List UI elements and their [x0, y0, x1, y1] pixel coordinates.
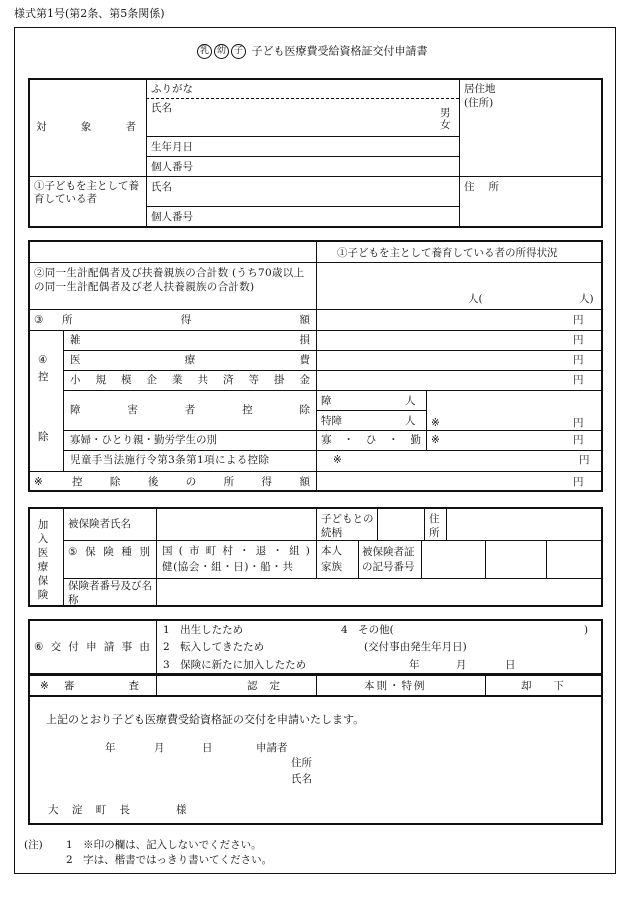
review-shinsa: 審査	[64, 680, 193, 692]
kome-2: ※	[431, 434, 440, 446]
insurance-type-opts1[interactable]: 国 ( 市 町 村 ・ 退 ・ 組 )	[162, 545, 310, 557]
row-jidouteate: 児童手当法施行令第3条第1項による控除	[70, 454, 270, 466]
row-shoukibo: 小 規 模 企 業 共 済 等 掛 金	[70, 374, 310, 386]
sex-male[interactable]: 男	[440, 107, 451, 119]
relation-label: 子どもとの続柄	[321, 513, 374, 539]
tokushogai-label: 特障	[321, 415, 342, 427]
occur-year: 年	[409, 659, 420, 671]
income-yen: 円	[573, 314, 584, 326]
guardian-address-label: 住所	[464, 181, 513, 193]
applicant-address-label: 住所	[291, 757, 312, 769]
apply-year: 年	[105, 742, 116, 754]
form-code: 様式第1号(第2条、第5条関係)	[14, 7, 165, 20]
occur-date-label: (交付事由発生年月日)	[364, 641, 467, 653]
occur-day: 日	[505, 659, 516, 671]
guardian-mynumber-label: 個人番号	[151, 211, 193, 223]
row-zatsuson: 雑 損	[70, 334, 310, 346]
yen-5: 円	[573, 434, 584, 446]
yen-6: 円	[579, 454, 590, 466]
reason-movein[interactable]: 2 転入してきたため	[163, 641, 265, 653]
child-name-field[interactable]	[151, 100, 451, 132]
yen-1: 円	[573, 334, 584, 346]
application-statement: 上記のとおり子ども医療費受給資格証の交付を申請いたします。	[46, 713, 365, 726]
income-header: ①子どもを主として養育している者の所得状況	[337, 247, 558, 259]
dependents-count-left: 人(	[468, 293, 483, 305]
insured-name-label: 被保険者氏名	[68, 518, 131, 530]
kafu-options: 寡 ・ ひ ・ 勤	[321, 434, 421, 446]
tokushogai-nin: 人	[405, 415, 416, 427]
review-honsoku: 本則・特例	[364, 680, 427, 692]
guardian-label: ①子どもを主として養育している者	[34, 180, 139, 205]
furigana-label: ふりがな	[151, 83, 193, 95]
row-iryouhi: 医 療 費	[70, 354, 310, 366]
income-no: ③	[34, 314, 44, 326]
applicant-name-field[interactable]	[318, 772, 588, 786]
notes-label: (注)	[24, 839, 43, 851]
subject-label: 対 象 者	[36, 121, 136, 133]
kome-3: ※	[333, 454, 342, 466]
reason-insurance[interactable]: 3 保険に新たに加入したため	[163, 659, 307, 671]
sex-female[interactable]: 女	[440, 119, 451, 131]
reason-other[interactable]: 4 その他(	[341, 624, 394, 636]
kome-1: ※	[431, 417, 440, 429]
deduction-char-1: 控	[38, 371, 49, 383]
review-kome: ※	[40, 680, 49, 692]
shogai-nin: 人	[405, 395, 416, 407]
honnin-option[interactable]: 本人	[321, 545, 342, 557]
applicant-name-label: 氏名	[291, 773, 312, 785]
child-name-label: 氏名	[151, 102, 172, 114]
deduction-char-2: 除	[38, 431, 49, 443]
applicant-label: 申請者	[256, 742, 288, 754]
card-symbol-label: 被保険者証の記号番号	[362, 546, 415, 573]
residence-sub-label: (住所)	[464, 97, 494, 109]
applicant-address-field[interactable]	[318, 756, 588, 770]
yen-2: 円	[573, 354, 584, 366]
row-shogaisha: 障 害 者 控 除	[70, 404, 310, 416]
recipient-label: 大 淀 町 長	[48, 804, 130, 816]
review-nintei: 認定	[247, 680, 292, 692]
note-2: 2 字は、楷書ではっきり書いてください。	[66, 854, 273, 866]
reason-birth[interactable]: 1 出生したため	[163, 624, 244, 636]
title-mark-1: 乳	[197, 44, 212, 59]
recipient-sama: 様	[176, 804, 187, 816]
shogai-label: 障	[321, 395, 332, 407]
yen-7: 円	[573, 476, 584, 488]
title-mark-2: 幼	[214, 44, 229, 59]
birthdate-label: 生年月日	[151, 141, 193, 153]
insurance-type-label: ⑤ 保 険 種 別	[68, 546, 150, 558]
residence-label: 居住地	[464, 83, 496, 95]
insurance-type-opts2[interactable]: 健(協会・組・日)・船・共	[162, 561, 294, 573]
apply-day: 日	[202, 742, 213, 754]
page-title	[197, 44, 428, 59]
dependents-count-right: 人)	[579, 293, 594, 305]
occur-month: 月	[456, 659, 467, 671]
guardian-name-label: 氏名	[151, 181, 172, 193]
dependents-label: ②同一生計配偶者及び扶養親族の合計数 (うち70歳以上の同一生計配偶者及び老人扶養親族の合計数)	[34, 267, 305, 293]
reason-other-close: )	[584, 624, 589, 636]
income-label: 所 得 額	[62, 314, 310, 326]
insured-address-label: 住所	[429, 513, 440, 539]
insurance-side-label: 加入医療保険	[37, 519, 49, 601]
kome-after: ※	[34, 476, 43, 488]
kazoku-option[interactable]: 家族	[321, 561, 342, 573]
row-kafu: 寡婦・ひとり親・勤労学生の別	[70, 434, 217, 446]
apply-month: 月	[154, 742, 165, 754]
deduction-no: ④	[38, 354, 48, 366]
child-mynumber-label: 個人番号	[151, 161, 193, 173]
reason-label: ⑥ 交 付 申 請 事 由	[34, 641, 150, 653]
insurer-number-label: 保険者番号及び名称	[68, 580, 152, 606]
title-text: 子ども医療費受給資格証交付申請書	[251, 44, 428, 58]
yen-3: 円	[573, 374, 584, 386]
title-mark-3: 子	[231, 44, 246, 59]
note-1: 1 ※印の欄は、記入しないでください。	[66, 839, 262, 851]
review-kyakka: 却下	[521, 680, 586, 692]
after-deduction-label: 控 除 後 の 所 得 額	[72, 476, 310, 488]
yen-4: 円	[573, 417, 584, 429]
